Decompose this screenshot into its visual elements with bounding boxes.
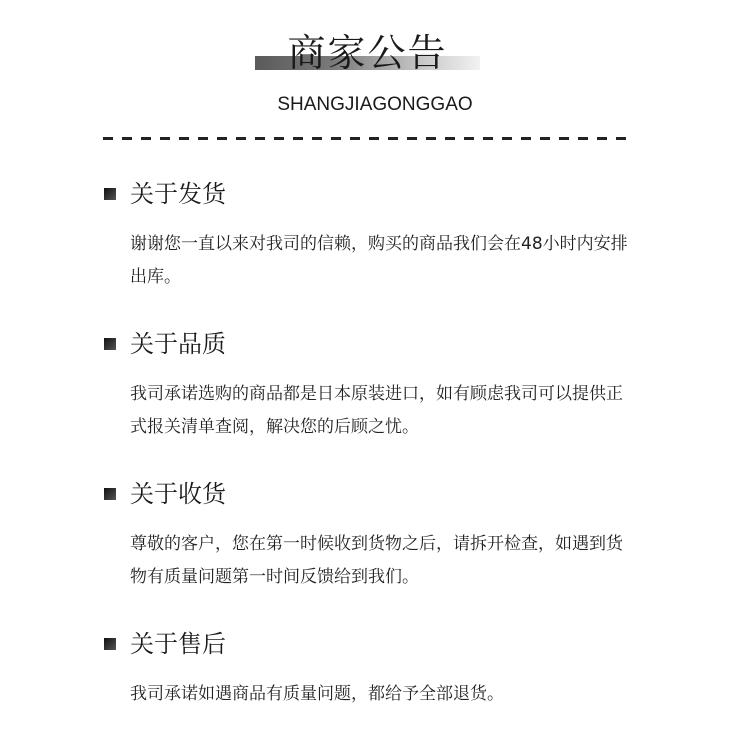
square-bullet-icon xyxy=(104,488,116,500)
section-quality xyxy=(104,328,644,444)
section-heading xyxy=(104,628,644,660)
section-heading xyxy=(104,478,644,510)
section-after-sales xyxy=(104,628,644,711)
page-subtitle: SHANGJIAGONGGAO xyxy=(277,94,473,115)
section-text: 谢谢您一直以来对我司的信赖，购买的商品我们会在48小时内安排出库。 xyxy=(130,234,628,287)
page-title: 商家公告 xyxy=(287,31,448,75)
square-bullet-icon xyxy=(104,188,116,200)
square-bullet-icon xyxy=(104,638,116,650)
dashed-divider xyxy=(103,137,631,140)
section-heading xyxy=(104,328,644,360)
square-bullet-icon xyxy=(104,338,116,350)
notice-header xyxy=(0,0,750,150)
section-title: 关于售后 xyxy=(130,630,226,658)
section-shipping xyxy=(104,178,644,294)
section-text: 我司承诺选购的商品都是日本原装进口，如有顾虑我司可以提供正式报关清单查阅，解决您的后顾之忧。 xyxy=(130,384,623,437)
section-text: 尊敬的客户，您在第一时候收到货物之后，请拆开检查，如遇到货物有质量问题第一时间反馈给到我们。 xyxy=(130,534,623,587)
section-title: 关于收货 xyxy=(130,480,226,508)
section-receiving xyxy=(104,478,644,594)
section-text: 我司承诺如遇商品有质量问题，都给予全部退货。 xyxy=(130,684,504,704)
section-title: 关于品质 xyxy=(130,330,226,358)
title-block xyxy=(255,28,480,78)
section-heading xyxy=(104,178,644,210)
section-title: 关于发货 xyxy=(130,180,226,208)
